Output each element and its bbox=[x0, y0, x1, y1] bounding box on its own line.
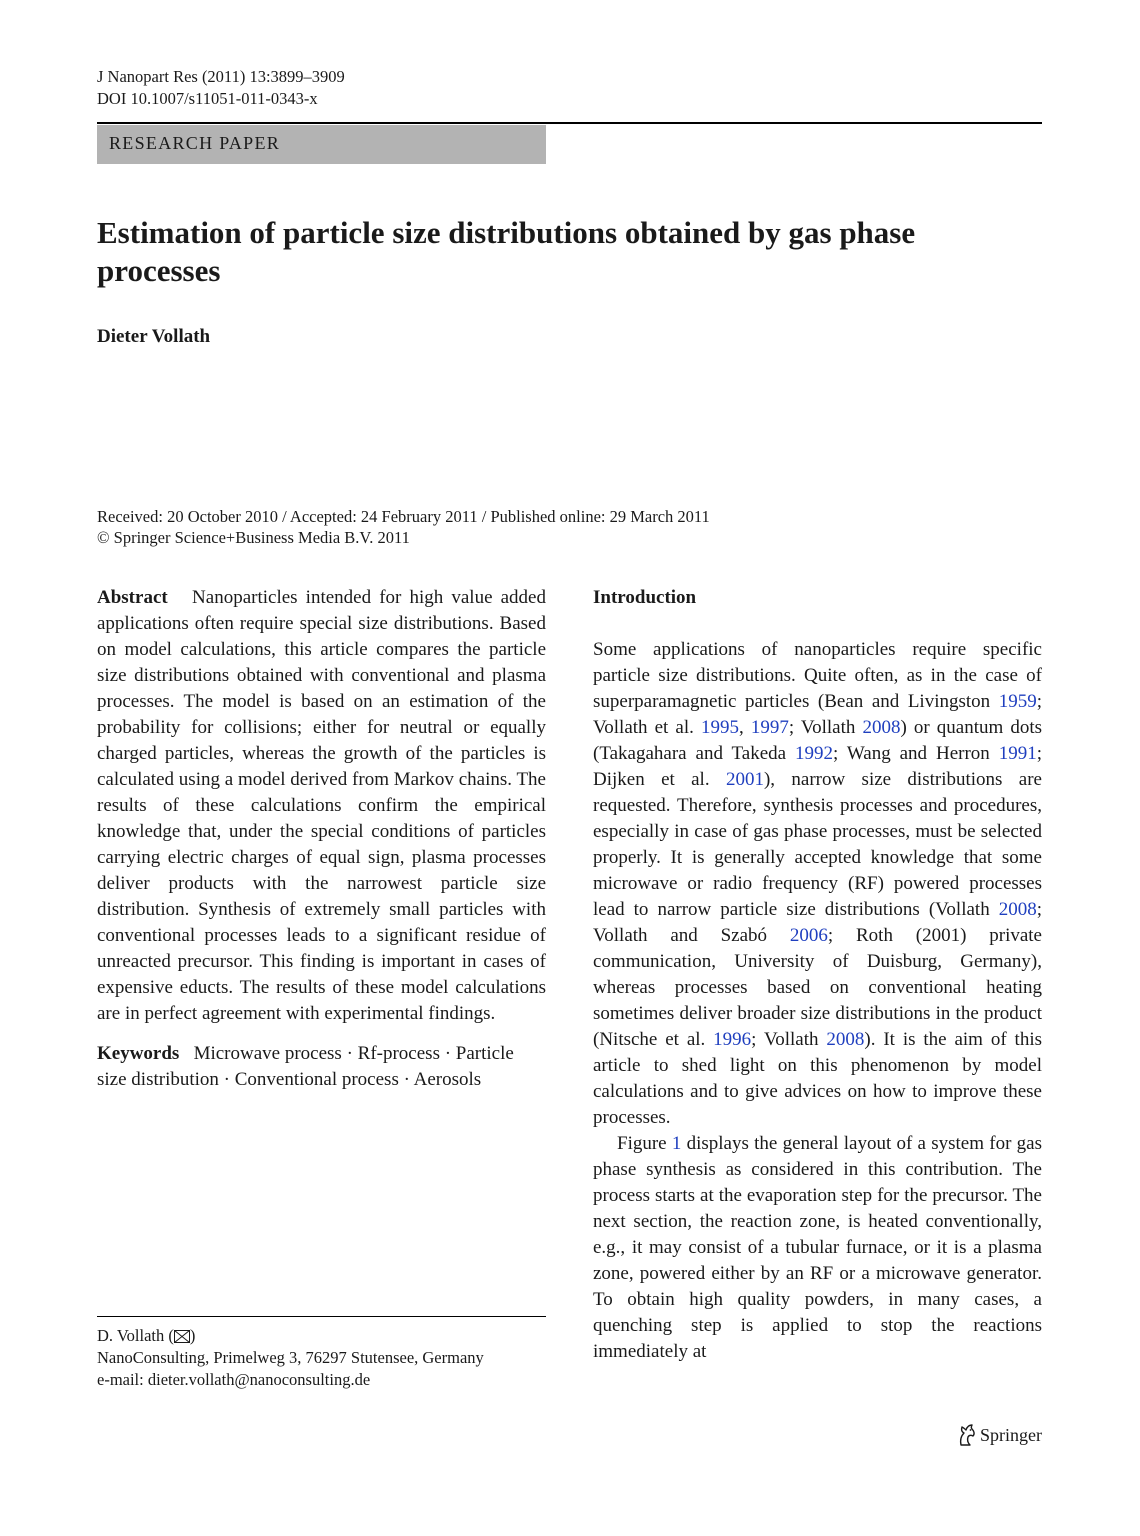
paper-title: Estimation of particle size distributions obtained by gas phase processes bbox=[97, 215, 916, 288]
publisher-name: Springer bbox=[980, 1424, 1042, 1445]
citation-link[interactable]: 2008 bbox=[998, 899, 1037, 920]
citation-link[interactable]: 2008 bbox=[826, 1029, 865, 1050]
publication-dates bbox=[97, 506, 710, 548]
figure-link[interactable]: 1 bbox=[671, 1133, 682, 1154]
right-column bbox=[593, 585, 1042, 1365]
abstract-label: Abstract bbox=[97, 587, 168, 608]
citation-link[interactable]: 1991 bbox=[998, 743, 1037, 764]
citation-link[interactable]: 2008 bbox=[862, 717, 901, 738]
springer-horse-icon bbox=[956, 1424, 976, 1446]
affiliation-name-line: D. Vollath ( ) bbox=[97, 1326, 196, 1345]
article-type-banner: RESEARCH PAPER bbox=[97, 125, 546, 164]
affiliation-email[interactable]: e-mail: dieter.vollath@nanoconsulting.de bbox=[97, 1370, 371, 1389]
footnote-rule bbox=[97, 1316, 546, 1317]
citation-link[interactable]: 1995 bbox=[700, 717, 739, 738]
intro-paragraph-2: Figure 1 displays the general layout of a system for gas phase synthesis as considered in this contribution. The process starts at the evaporation step for the precursor. The next section, the reaction zone, is heated conventionally, e.g., it may consist of a tubular furnace, or it is a plasma zone, powered either by an RF or a microwave generator. To obtain high quality powders, in many cases, a quenching step is applied to stop the reactions immediately at bbox=[593, 1133, 1042, 1362]
affiliation-address: NanoConsulting, Primelweg 3, 76297 Stutensee, Germany bbox=[97, 1348, 484, 1367]
section-heading-introduction: Introduction bbox=[593, 587, 697, 608]
left-column bbox=[97, 585, 546, 1093]
abstract bbox=[97, 585, 546, 1027]
abstract-text: Nanoparticles intended for high value added applications often require special size distributions. Based on model calculations, this article compares the particle size distributions obtained with conventional and plasma processes. The model is based on an estimation of the probability for collisions; either for neutral or equally charged particles, whereas the growth of the particles is calculated using a model derived from Markov chains. The results of these calculations confirm the empirical knowledge that, under the special conditions of particles carrying electric charges of equal sign, plasma processes deliver products with the narrowest particle size distribution. Synthesis of extremely small particles with conventional processes leads to a significant residue of unreacted precursor. This finding is important in cases of expensive educts. The results of these model calculations are in perfect agreement with experimental findings. bbox=[97, 587, 546, 1024]
doi-line: DOI 10.1007/s11051-011-0343-x bbox=[97, 89, 318, 108]
citation-link[interactable]: 1996 bbox=[713, 1029, 752, 1050]
journal-line: J Nanopart Res (2011) 13:3899–3909 bbox=[97, 67, 345, 86]
keywords-text: Microwave process · Rf-process · Particle size distribution · Conventional process · Aerosols bbox=[97, 1043, 514, 1090]
envelope-icon bbox=[174, 1330, 190, 1343]
copyright-line: © Springer Science+Business Media B.V. 2011 bbox=[97, 528, 410, 547]
citation-link[interactable]: 1997 bbox=[750, 717, 789, 738]
keywords bbox=[97, 1041, 546, 1093]
citation-link[interactable]: 1992 bbox=[795, 743, 834, 764]
journal-citation bbox=[97, 66, 345, 110]
author-affiliation bbox=[97, 1325, 484, 1391]
citation-link[interactable]: 2001 bbox=[725, 769, 764, 790]
citation-link[interactable]: 1959 bbox=[998, 691, 1037, 712]
header-rule bbox=[97, 122, 1042, 124]
intro-paragraph-1: Some applications of nanoparticles require specific particle size distributions. Quite often, as in the case of superparamagnetic particles (Bean and Livingston 1959; Vollath et al. 1995, 1997; Vollath 2008) or quantum dots (Takagahara and Takeda 1992; Wang and Herron 1991; Dijken et al. 2001), narrow size distributions are requested. Therefore, synthesis processes and procedures, especially in case of gas phase processes, must be selected properly. It is generally accepted knowledge that some microwave or radio frequency (RF) powered processes lead to narrow particle size distributions (Vollath 2008; Vollath and Szabó 2006; Roth (2001) private communication, University of Duisburg, Germany), whereas processes based on conventional heating sometimes deliver broader size distributions in the product (Nitsche et al. 1996; Vollath 2008). It is the aim of this article to shed light on this phenomenon by model calculations and to give advices on how to improve these processes. bbox=[593, 639, 1043, 1128]
dates-line: Received: 20 October 2010 / Accepted: 24 February 2011 / Published online: 29 March 2011 bbox=[97, 507, 710, 526]
author-name: Dieter Vollath bbox=[97, 326, 211, 347]
publisher-logo bbox=[956, 1424, 1042, 1446]
keywords-label: Keywords bbox=[97, 1043, 180, 1064]
citation-link[interactable]: 2006 bbox=[789, 925, 828, 946]
